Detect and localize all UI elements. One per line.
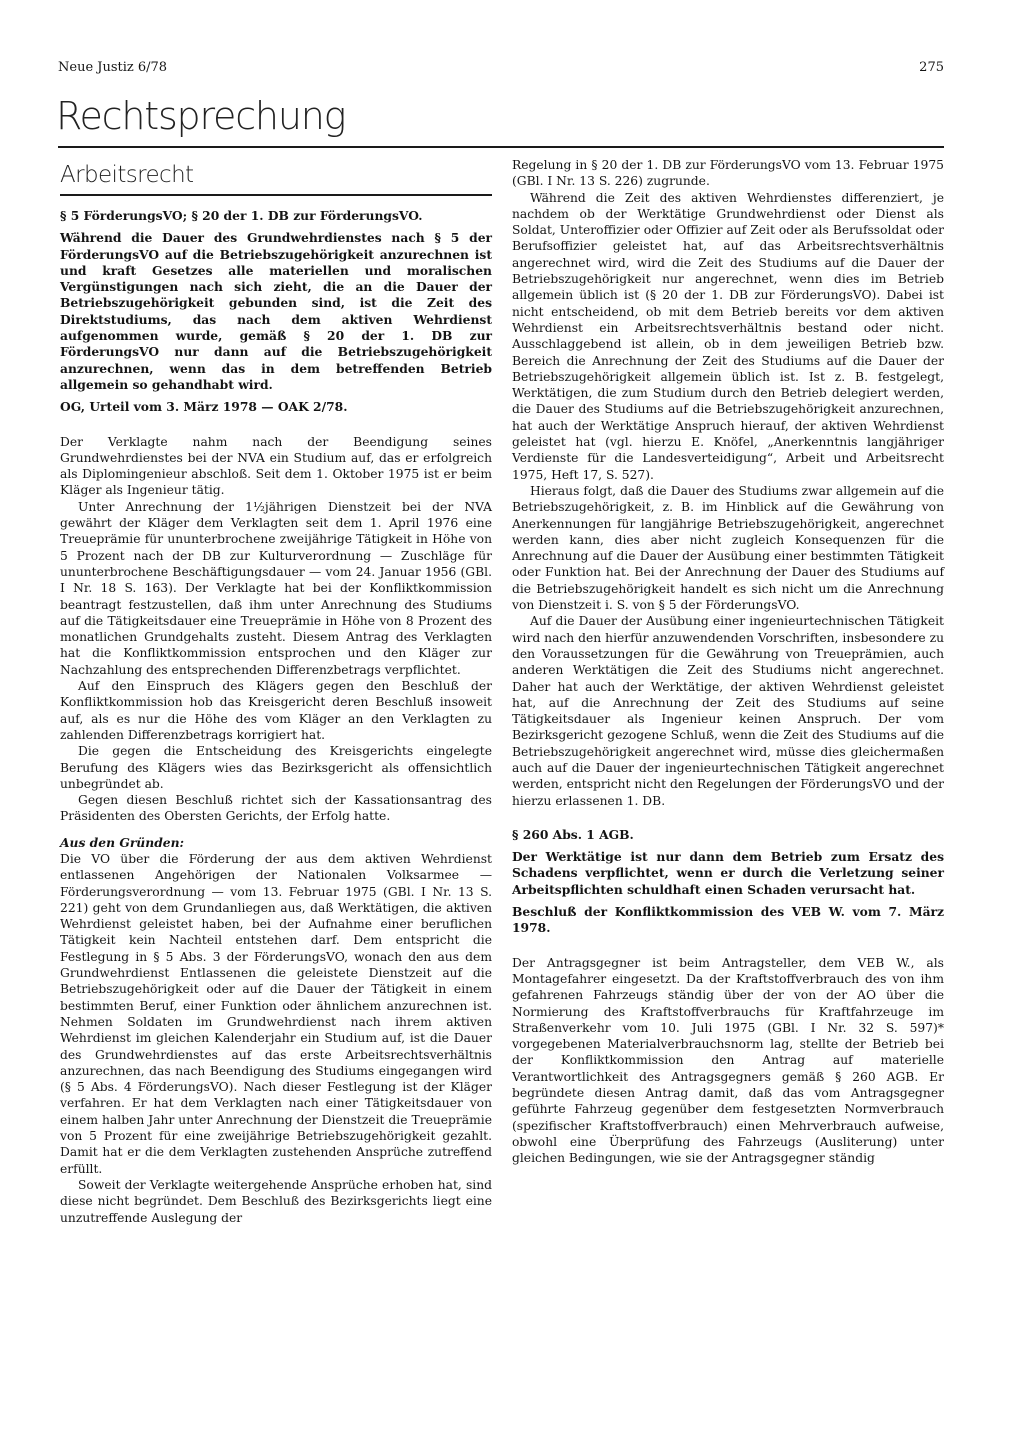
running-head — [58, 60, 944, 75]
case1-paragraph: Auf den Einspruch des Klägers gegen den Beschluß der Konfliktkommission hob das Kreisgericht deren Beschluß insoweit auf, als es nur die Höhe des vom Kläger an den Verklagten zu zahlenden Differenzbetrags korrigiert hat. — [60, 679, 492, 742]
case1-paragraph: Soweit der Verklagte weitergehende Ansprüche erhoben hat, sind diese nicht begründet. Dem Beschluß des Bezirksgerichts liegt eine unzutreffende Auslegung der — [60, 1177, 492, 1225]
section-title: Rechtsprechung — [56, 94, 346, 138]
case2-headnote: Der Werktätige ist nur dann dem Betrieb zum Ersatz des Schadens verpflichtet, wenn er durch die Verletzung seiner Arbeitspflichten schuldhaft einen Schaden verursacht hat. — [512, 849, 944, 897]
case1-paragraph: Regelung in § 20 der 1. DB zur FörderungsVO vom 13. Februar 1975 (GBl. I Nr. 13 S. 226) zugrunde. — [512, 158, 944, 189]
reasons-heading: Aus den Gründen: — [60, 834, 185, 850]
case1-paragraph: Während die Zeit des aktiven Wehrdienstes differenziert, je nachdem ob der Werktätige Grundwehrdienst oder Dienst als Soldat, Unteroffizier oder Offizier auf Zeit oder als Berufssoldat oder Berufsoffizier geleistet hat, auf das Arbeitsrechtsverhältnis angerechnet wird, wird die Zeit des Studiums auf die Dauer der Betriebszugehörigkeit nur angerechnet, wenn dies im Betrieb allgemein üblich ist (§ 20 der 1. DB zur FörderungsVO). Dabei ist nicht entscheidend, ob mit dem Betrieb bereits vor dem aktiven Wehrdienst ein Arbeitsrechtsverhältnis bestand oder nicht. Ausschlaggebend ist allein, ob in dem jeweiligen Betrieb bzw. Bereich die Anrechnung der Zeit des Studiums auf die Dauer der Betriebszugehörigkeit allgemein üblich ist. Ist z. B. festgelegt, Werktätigen, die zum Studium durch den Betrieb delegiert werden, die Dauer des Studiums auf die Betriebszugehörigkeit anzurechnen, hat auch der Werktätige Anspruch hierauf, der aktiven Wehrdienst geleistet hat (vgl. hierzu E. Knöfel, „Anerkenntnis langjähriger Verdienste für die Landesverteidigung“, Arbeit und Arbeitsrecht 1975, Heft 17, S. 527). — [512, 190, 944, 482]
case1-citation: OG, Urteil vom 3. März 1978 — OAK 2/78. — [60, 399, 348, 415]
case2-heading: § 260 Abs. 1 AGB. — [512, 826, 634, 842]
case2-paragraph: Der Antragsgegner ist beim Antragsteller, dem VEB W., als Montagefahrer eingesetzt. Da der Kraftstoffverbrauch des von ihm gefahrenen Fahrzeugs ständig über der von der AO über die Normierung des Kraftstoffverbrauchs für Kraftfahrzeuge im Straßenverkehr vom 10. Juli 1975 (GBl. I Nr. 32 S. 597)* vorgegebenen Materialverbrauchsnorm lag, stellte der Betrieb bei der Konfliktkommission den Antrag auf materielle Verantwortlichkeit des Antragsgegners gemäß § 260 AGB. Er begründete diesen Antrag damit, daß das vom Antragsgegner geführte Fahrzeug gegenüber dem festgesetzten Normverbrauch (spezifischer Kraftstoffverbrauch) einen Mehrverbrauch aufweise, obwohl eine Überprüfung des Fahrzeugs (Ausliterung) unter gleichen Bedingungen, wie sie der Antragsgegner ständig — [512, 955, 944, 1166]
page-number: 275 — [919, 60, 944, 75]
case1-paragraph: Hieraus folgt, daß die Dauer des Studiums zwar allgemein auf die Betriebszugehörigkeit, z. B. im Hinblick auf die Gewährung von Anerkennungen für langjährige Betriebszugehörigkeit, angerechnet werden kann, dies aber nicht zugleich Konsequenzen für die Anrechnung auf die Dauer der Ausübung einer bestimmten Tätigkeit oder Funktion hat. Bei der Anrechnung der Dauer des Studiums auf die Betriebszugehörigkeit handelt es sich nicht um die Anrechnung von Dienstzeit i. S. von § 5 der FörderungsVO. — [512, 483, 944, 613]
title-rule — [58, 146, 944, 148]
subsection-title: Arbeitsrecht — [60, 162, 194, 188]
left-column — [60, 160, 492, 1226]
subsection-rule — [60, 194, 492, 196]
case2-citation: Beschluß der Konfliktkommission des VEB W. vom 7. März 1978. — [512, 904, 944, 936]
case1-paragraph: Unter Anrechnung der 1½jährigen Dienstzeit bei der NVA gewährt der Kläger dem Verklagten seit dem 1. April 1976 eine Treueprämie für ununterbrochene zweijährige Tätigkeit in Höhe von 5 Prozent nach der DB zur Kulturverordnung — Zuschläge für ununterbrochene Beschäftigungsdauer — vom 24. Januar 1956 (GBl. I Nr. 18 S. 163). Der Verklagte hat bei der Konfliktkommission beantragt festzustellen, daß ihm unter Anrechnung des Studiums auf die Tätigkeitsdauer eine Treueprämie in Höhe von 8 Prozent des monatlichen Grundgehalts zusteht. Diesem Antrag des Verklagten hat die Konfliktkommission entsprochen und den Kläger zur Nachzahlung des entsprechenden Differenzbetrags verpflichtet. — [60, 499, 492, 677]
case1-paragraph: Die gegen die Entscheidung des Kreisgerichts eingelegte Berufung des Klägers wies das Bezirksgericht als offensichtlich unbegründet ab. — [60, 744, 492, 791]
right-column — [512, 157, 944, 1167]
case1-headnote: Während die Dauer des Grundwehrdienstes nach § 5 der FörderungsVO auf die Betriebszugehörigkeit anzurechnen ist und kraft Gesetzes alle materiellen und moralischen Vergünstigungen nach sich zieht, die an die Dauer der Betriebszugehörigkeit gebunden sind, ist die Zeit des Direktstudiums, das nach dem aktiven Wehrdienst aufgenommen wurde, gemäß § 20 der 1. DB zur FörderungsVO nur dann auf die Betriebszugehörigkeit anzurechnen, wenn das in dem betreffenden Betrieb allgemein so gehandhabt wird. — [60, 230, 492, 392]
case1-paragraph: Die VO über die Förderung der aus dem aktiven Wehrdienst entlassenen Angehörigen der Nationalen Volksarmee — Förderungsverordnung — vom 13. Februar 1975 (GBl. I Nr. 13 S. 221) geht von dem Grundanliegen aus, daß Werktätigen, die aktiven Wehrdienst geleistet haben, bei der Aufnahme einer beruflichen Tätigkeit kein Nachteil entstehen darf. Dem entspricht die Festlegung in § 5 Abs. 3 der FörderungsVO, wonach den aus dem Grundwehrdienst Entlassenen die geleistete Dienstzeit auf die Betriebszugehörigkeit oder auf die Dauer der Tätigkeit in einem bestimmten Beruf, einer Funktion oder ähnlichem anzurechnen ist. Nehmen Soldaten im Grundwehrdienst nach ihrem aktiven Wehrdienst im gleichen Kalenderjahr ein Studium auf, ist die Dauer des Grundwehrdienstes auf das erste Arbeitsrechtsverhältnis anzurechnen, das nach Beendigung des Studiums eingegangen wird (§ 5 Abs. 4 FörderungsVO). Nach dieser Festlegung ist der Kläger verfahren. Er hat dem Verklagten nach einer Tätigkeitsdauer von einem halben Jahr unter Anrechnung der Dienstzeit die Treueprämie von 5 Prozent für eine zweijährige Betriebszugehörigkeit gezahlt. Damit hat er die dem Verklagten zustehenden Ansprüche zutreffend erfüllt. — [60, 851, 492, 1176]
case1-paragraph: Der Verklagte nahm nach der Beendigung seines Grundwehrdienstes bei der NVA ein Studium auf, das er erfolgreich als Diplomingenieur abschloß. Seit dem 1. Oktober 1975 ist er beim Kläger als Ingenieur tätig. — [60, 434, 492, 498]
case1-heading: § 5 FörderungsVO; § 20 der 1. DB zur FörderungsVO. — [60, 208, 423, 223]
case1-paragraph: Gegen diesen Beschluß richtet sich der Kassationsantrag des Präsidenten des Obersten Gerichts, der Erfolg hatte. — [60, 793, 492, 824]
case1-paragraph: Auf die Dauer der Ausübung einer ingenieurtechnischen Tätigkeit wird nach den hierfür anzuwendenden Vorschriften, insbesondere zu den Voraussetzungen für die Gewährung von Treueprämien, auch anderen Werktätigen die Zeit des Studiums nicht angerechnet. Daher hat auch der Werktätige, der aktiven Wehrdienst geleistet hat, auf die Anrechnung der Zeit des Studiums auf seine Tätigkeitsdauer als Ingenieur keinen Anspruch. Der vom Bezirksgericht gezogene Schluß, wenn die Zeit des Studiums auf die Betriebszugehörigkeit angerechnet wird, müsse dies gleichermaßen auch auf die Dauer der ingenieurtechnischen Tätigkeit angerechnet werden, entspricht nicht den Regelungen der FörderungsVO und der hierzu erlassenen 1. DB. — [512, 614, 944, 808]
journal-issue: Neue Justiz 6/78 — [58, 60, 168, 75]
